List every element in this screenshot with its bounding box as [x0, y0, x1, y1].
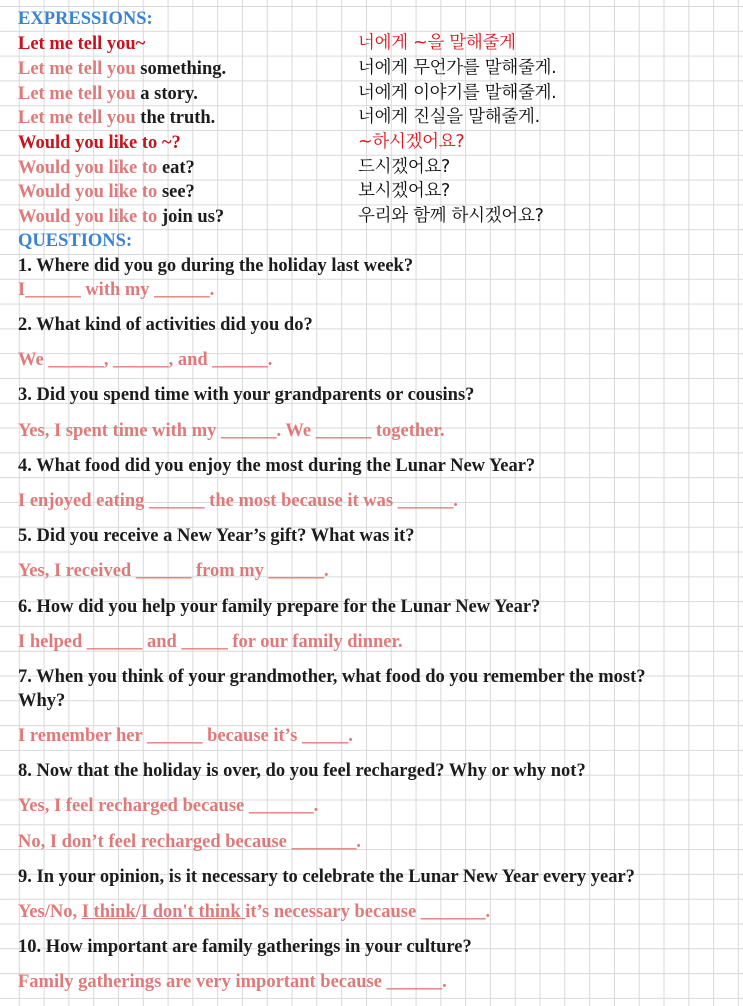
example-kr: 너에게 진실을 말해줄게.: [358, 107, 540, 127]
example-kr: 너에게 이야기를 말해줄게.: [358, 83, 557, 103]
example-en: [18, 58, 226, 80]
question-7: 7. When you think of your grandmother, what food do you remember the most?: [18, 667, 646, 687]
example-en: [18, 157, 195, 179]
example-en: [18, 206, 224, 228]
question-1: 1. Where did you go during the holiday last week?: [18, 256, 414, 276]
answer-9-separator: /: [135, 902, 141, 922]
question-4: 4. What food did you enjoy the most during the Lunar New Year?: [18, 456, 536, 476]
answer-8-no: No, I don’t feel recharged because _______.: [18, 832, 361, 852]
example-en: [18, 83, 198, 105]
answer-9-suffix: it’s necessary because _______.: [245, 902, 491, 922]
example-rest: a story.: [135, 84, 198, 104]
answer-7: I remember her ______ because it’s _____.: [18, 726, 353, 746]
answer-9: [18, 901, 490, 923]
answer-5: Yes, I received ______ from my ______.: [18, 561, 329, 581]
example-lead: Let me tell you: [18, 108, 136, 128]
answer-9-prefix: Yes/No,: [18, 902, 82, 922]
example-kr: 보시겠어요?: [358, 181, 451, 201]
answer-8-yes: Yes, I feel recharged because _______.: [18, 796, 319, 816]
expressions-heading: EXPRESSIONS:: [18, 9, 153, 29]
answer-3: Yes, I spent time with my ______. We ______ together.: [18, 421, 445, 441]
answer-6: I helped ______ and _____ for our family dinner.: [18, 632, 403, 652]
example-rest: see?: [157, 182, 195, 202]
example-lead: Would you like to: [18, 207, 158, 227]
example-kr: 드시겠어요?: [358, 157, 451, 177]
answer-2: We ______, ______, and ______.: [18, 350, 273, 370]
example-lead: Would you like to: [18, 182, 158, 202]
answer-4: I enjoyed eating ______ the most because it was ______.: [18, 491, 458, 511]
answer-9-option-think: I think: [81, 902, 136, 922]
answer-1: I______ with my ______.: [18, 280, 215, 300]
answer-10: Family gatherings are very important because ______.: [18, 972, 447, 992]
question-2: 2. What kind of activities did you do?: [18, 315, 313, 335]
question-8: 8. Now that the holiday is over, do you feel recharged? Why or why not?: [18, 761, 586, 781]
question-3: 3. Did you spend time with your grandparents or cousins?: [18, 385, 475, 405]
example-rest: something.: [135, 59, 227, 79]
pattern-kr-let-me-tell-you: 너에게 ~을 말해줄게: [358, 33, 516, 53]
question-10: 10. How important are family gatherings in your culture?: [18, 937, 472, 957]
question-9: 9. In your opinion, is it necessary to celebrate the Lunar New Year every year?: [18, 867, 635, 887]
questions-heading: QUESTIONS:: [18, 231, 133, 251]
question-5: 5. Did you receive a New Year’s gift? What was it?: [18, 526, 415, 546]
example-en: [18, 181, 195, 203]
question-6: 6. How did you help your family prepare for the Lunar New Year?: [18, 597, 541, 617]
example-lead: Let me tell you: [18, 84, 136, 104]
pattern-en-let-me-tell-you: Let me tell you~: [18, 34, 146, 54]
example-kr: 우리와 함께 하시겠어요?: [358, 206, 544, 226]
example-rest: the truth.: [135, 108, 216, 128]
example-lead: Would you like to: [18, 158, 158, 178]
example-rest: join us?: [157, 207, 225, 227]
pattern-en-would-you-like-to: Would you like to ~?: [18, 133, 181, 153]
question-7-continued: Why?: [18, 691, 66, 711]
example-rest: eat?: [157, 158, 195, 178]
example-kr: 너에게 무언가를 말해줄게.: [358, 58, 557, 78]
example-en: [18, 107, 215, 129]
pattern-kr-would-you-like-to: ~하시겠어요?: [358, 132, 465, 152]
example-lead: Let me tell you: [18, 59, 136, 79]
answer-9-option-dont-think: I don't think: [140, 902, 246, 922]
